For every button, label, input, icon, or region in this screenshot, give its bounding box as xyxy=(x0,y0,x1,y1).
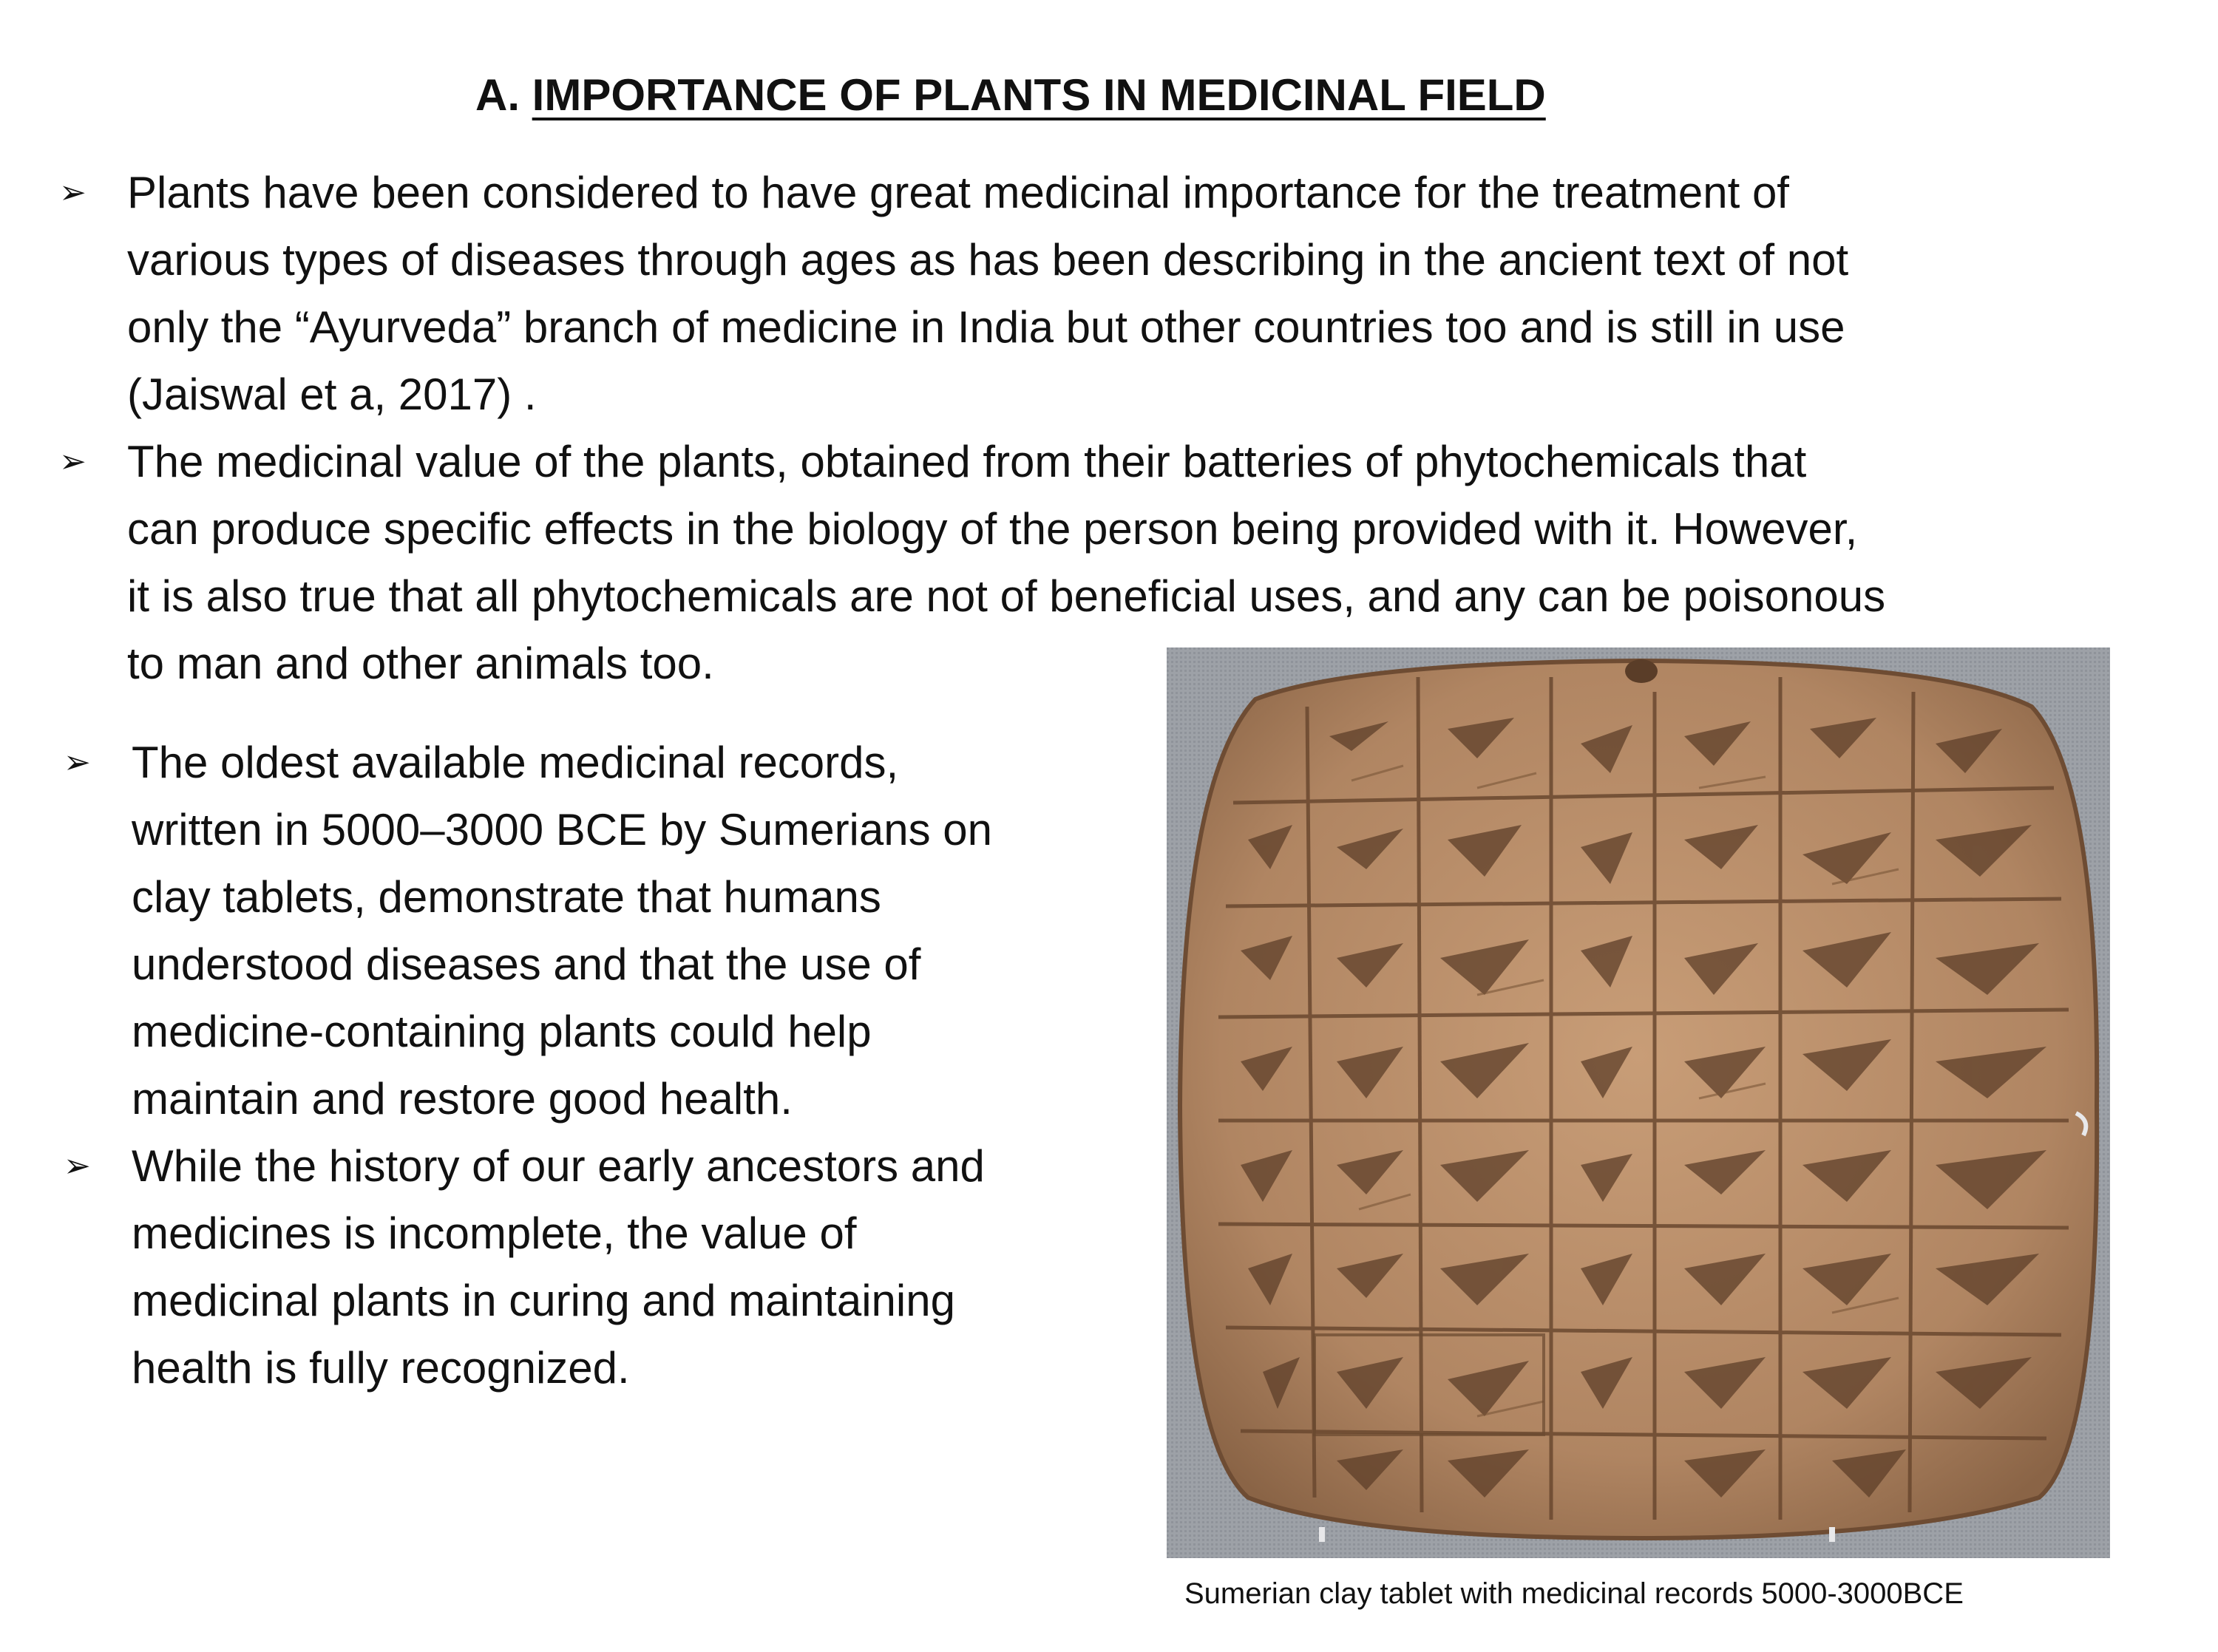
arrow-bullet-icon: ➢ xyxy=(59,443,87,480)
bullet-item xyxy=(64,729,1158,1132)
title-text: IMPORTANCE OF PLANTS IN MEDICINAL FIELD xyxy=(532,70,1546,120)
sumerian-tablet-image xyxy=(1167,647,2110,1558)
slide-title xyxy=(475,69,1546,120)
top-bullet-list xyxy=(59,159,2188,697)
clay-tablet-illustration xyxy=(1167,647,2110,1558)
bullet-text: The oldest available medicinal records, written in 5000–3000 BCE by Sumerians on clay tablets, demonstrate that humans understood diseases and that the use of medicine-containing plants could help maintain and restore good health. xyxy=(132,738,993,1124)
bullet-text: The medicinal value of the plants, obtained from their batteries of phytochemicals that can produce specific effects in the biology of the person being provided with it. However, it is also true that all phytochemicals are not of beneficial uses, and any can be poisonous to man and other animals too. xyxy=(127,437,1886,688)
bullet-item xyxy=(59,159,2188,428)
bullet-text: While the history of our early ancestors and medicines is incomplete, the value of medicinal plants in curing and maintaining health is fully recognized. xyxy=(132,1141,985,1393)
title-prefix: A. xyxy=(475,70,532,120)
arrow-bullet-icon: ➢ xyxy=(64,1147,91,1185)
image-caption: Sumerian clay tablet with medicinal records 5000-3000BCE xyxy=(1184,1577,1964,1610)
arrow-bullet-icon: ➢ xyxy=(59,174,87,211)
left-bullet-list xyxy=(64,729,1158,1401)
arrow-bullet-icon: ➢ xyxy=(64,744,91,781)
bullet-text: Plants have been considered to have great medicinal importance for the treatment of various types of diseases through ages as has been describing in the ancient text of not only the “Ayurveda” branch of medicine in India but other countries too and is still in use (Jaiswal et a, 2017) . xyxy=(127,168,1849,419)
bullet-item xyxy=(64,1132,1158,1401)
